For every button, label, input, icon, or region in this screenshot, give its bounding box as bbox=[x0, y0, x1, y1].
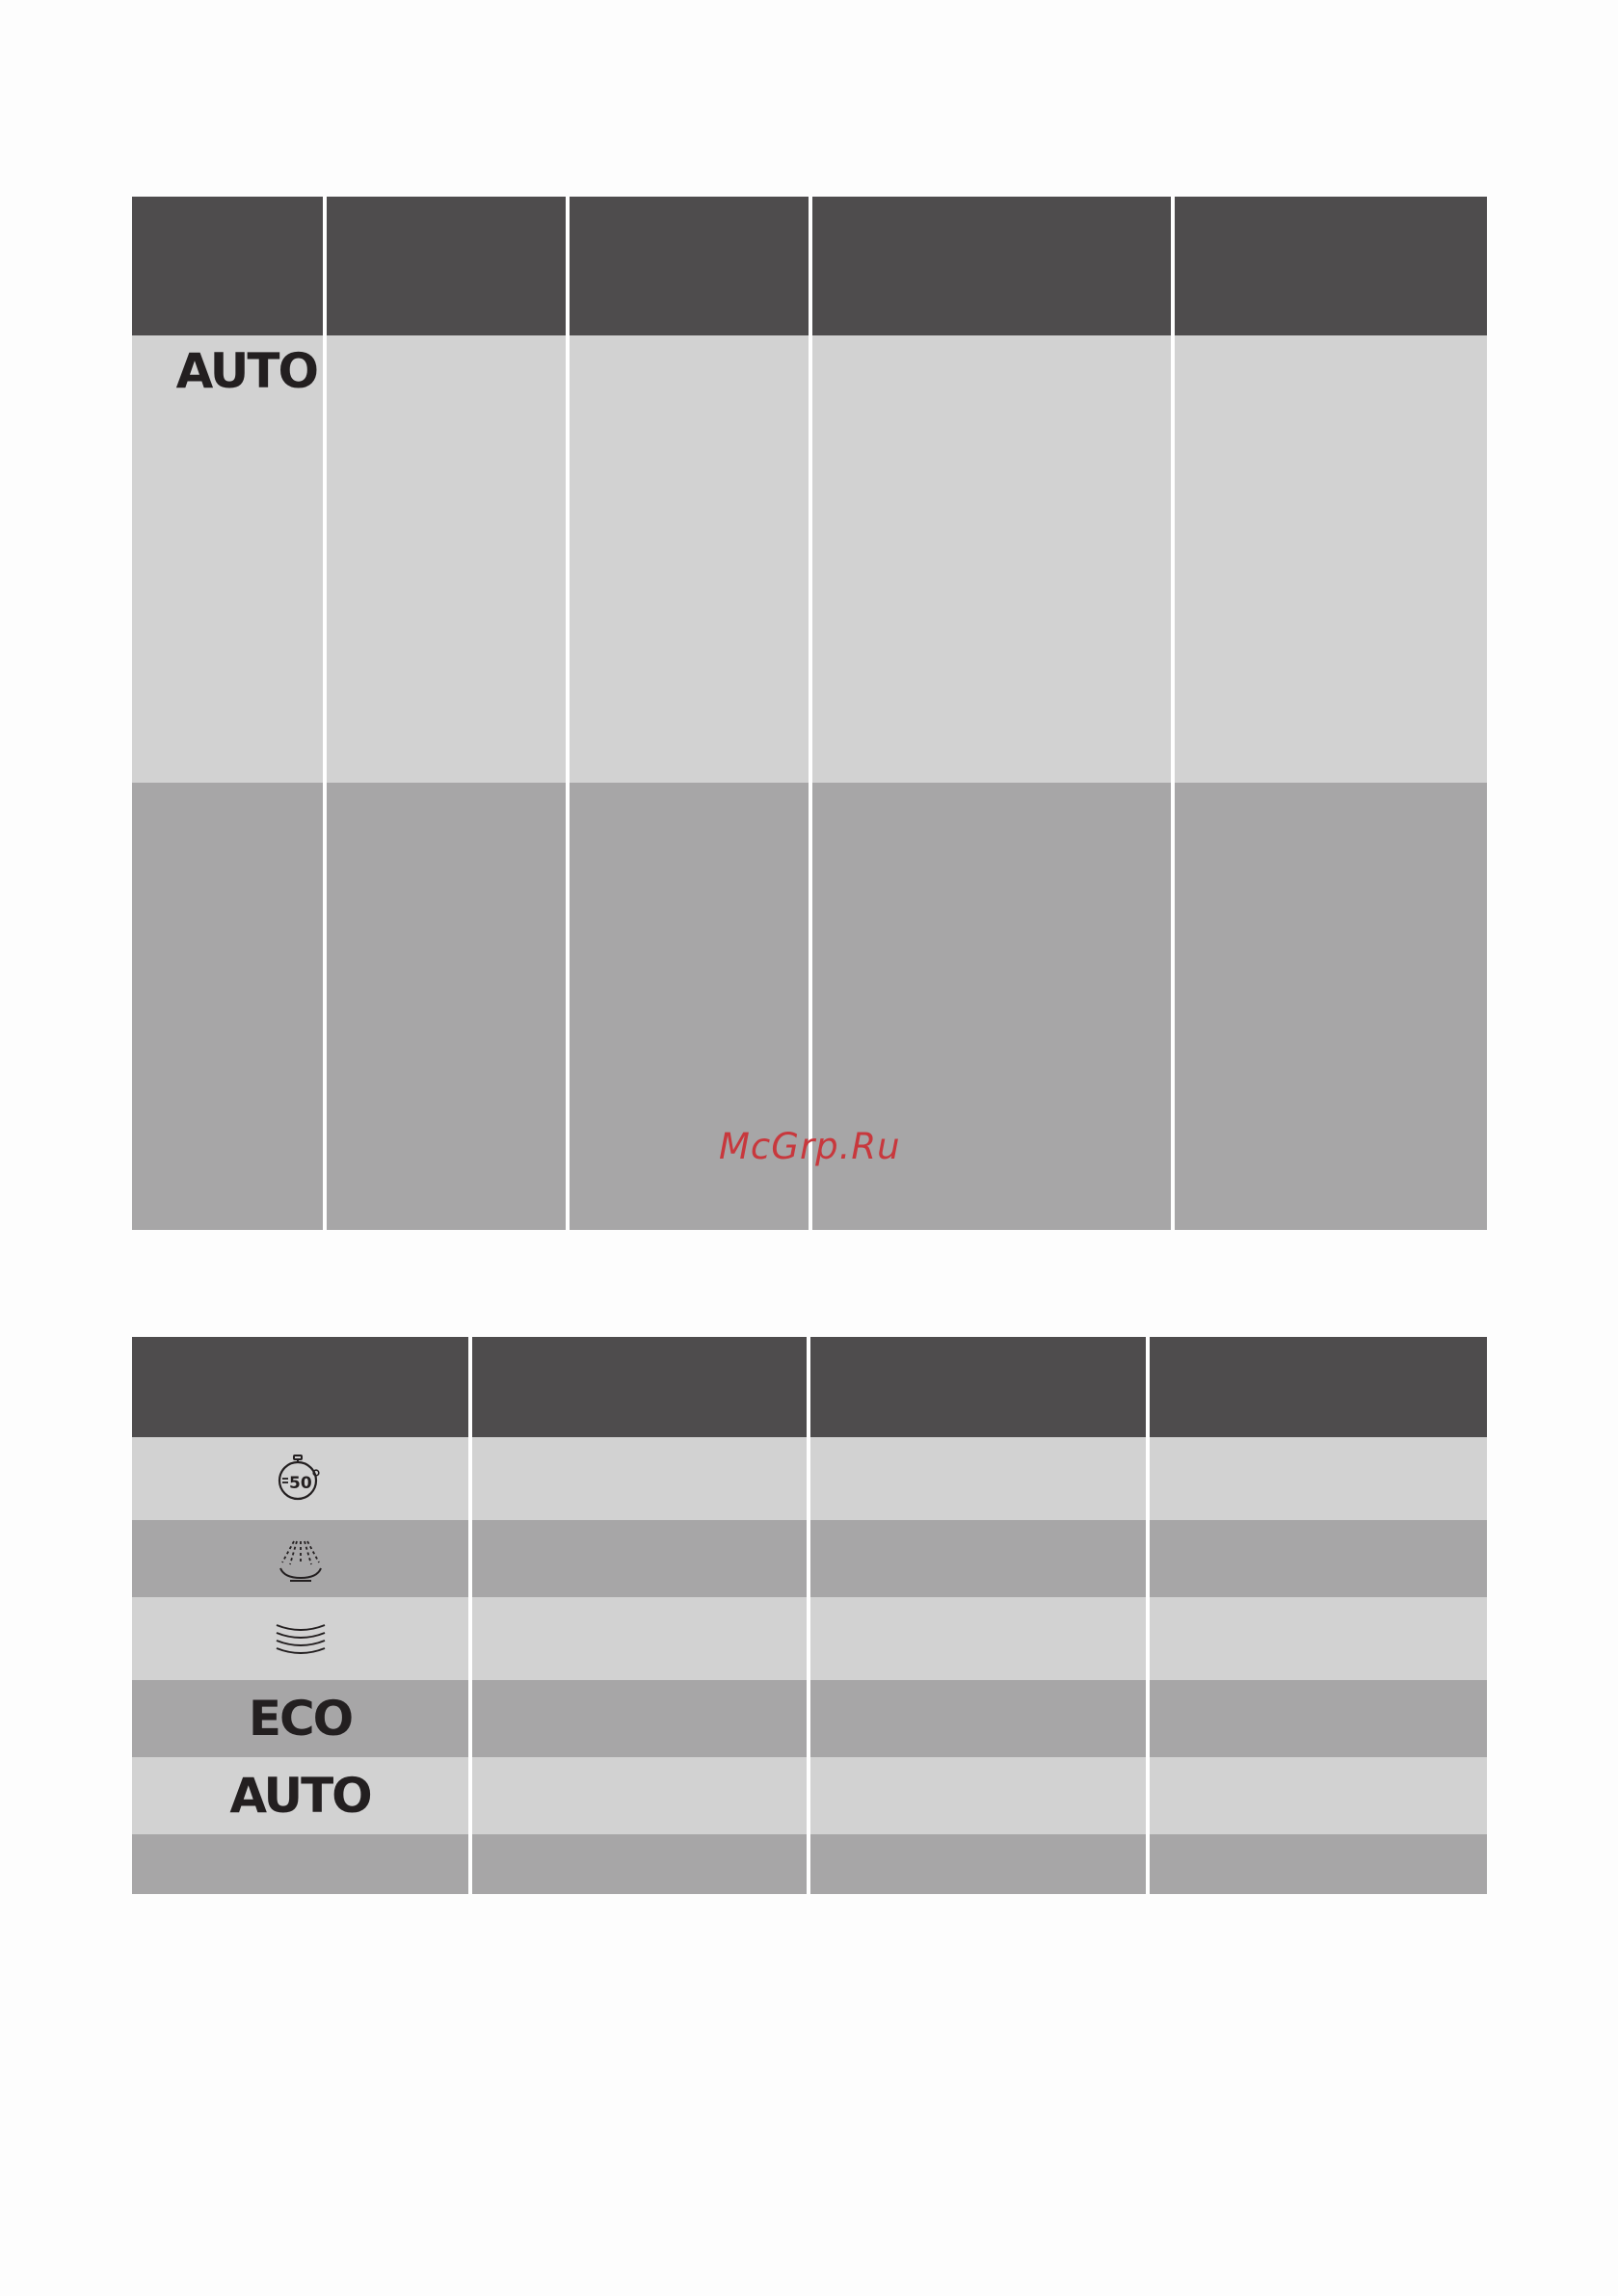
table-cell bbox=[809, 1597, 1148, 1680]
table-row bbox=[132, 1834, 1487, 1894]
table-cell bbox=[470, 1520, 809, 1597]
table-cell bbox=[470, 1834, 809, 1894]
svg-text:50: 50 bbox=[288, 1474, 312, 1493]
programme-cell bbox=[132, 783, 325, 1230]
header-cell-2 bbox=[470, 1337, 809, 1437]
header-cell-1 bbox=[132, 197, 325, 335]
table-cell bbox=[810, 335, 1173, 783]
programme-cell bbox=[132, 1597, 470, 1680]
table-row bbox=[132, 1520, 1487, 1597]
programme-cell bbox=[132, 1680, 470, 1757]
programme-cell bbox=[132, 1757, 470, 1834]
programme-cell bbox=[132, 1834, 470, 1894]
table-cell bbox=[809, 1680, 1148, 1757]
consumption-table bbox=[132, 1337, 1487, 1894]
table-cell bbox=[1148, 1437, 1487, 1520]
dishes-stack-icon bbox=[274, 1619, 328, 1658]
programme-table bbox=[132, 197, 1487, 1230]
table-cell bbox=[1148, 1757, 1487, 1834]
table-cell bbox=[809, 1834, 1148, 1894]
watermark: McGrp.Ru bbox=[719, 1126, 901, 1167]
table-row bbox=[132, 1597, 1487, 1680]
table-row bbox=[132, 1437, 1487, 1520]
header-cell-4 bbox=[810, 197, 1173, 335]
header-cell-2 bbox=[325, 197, 568, 335]
table-cell bbox=[1173, 335, 1487, 783]
table-row bbox=[132, 335, 1487, 783]
rinse-spray-icon bbox=[277, 1534, 325, 1584]
programme-label: AUTO bbox=[175, 343, 317, 399]
table-cell bbox=[470, 1437, 809, 1520]
header-cell-1 bbox=[132, 1337, 470, 1437]
table-row bbox=[132, 1757, 1487, 1834]
consumption-table-header bbox=[132, 1337, 1487, 1437]
timer-50-icon bbox=[274, 1454, 328, 1504]
table-cell bbox=[470, 1757, 809, 1834]
table-cell bbox=[325, 335, 568, 783]
table-cell bbox=[1173, 783, 1487, 1230]
header-cell-4 bbox=[1148, 1337, 1487, 1437]
header-cell-3 bbox=[809, 1337, 1148, 1437]
header-cell-5 bbox=[1173, 197, 1487, 335]
programme-cell bbox=[132, 1437, 470, 1520]
table-cell bbox=[809, 1757, 1148, 1834]
table-cell bbox=[1148, 1597, 1487, 1680]
table-cell bbox=[325, 783, 568, 1230]
table-cell bbox=[809, 1520, 1148, 1597]
table-cell bbox=[568, 335, 810, 783]
header-cell-3 bbox=[568, 197, 810, 335]
programme-cell bbox=[132, 1520, 470, 1597]
table-cell bbox=[470, 1680, 809, 1757]
table-cell bbox=[1148, 1680, 1487, 1757]
table-cell bbox=[470, 1597, 809, 1680]
table-cell bbox=[809, 1437, 1148, 1520]
table-row bbox=[132, 1680, 1487, 1757]
programme-label: AUTO bbox=[229, 1768, 371, 1824]
table-cell bbox=[1148, 1520, 1487, 1597]
table-cell bbox=[1148, 1834, 1487, 1894]
programme-label: ECO bbox=[248, 1691, 353, 1747]
programme-cell bbox=[132, 335, 325, 783]
programme-table-header bbox=[132, 197, 1487, 335]
